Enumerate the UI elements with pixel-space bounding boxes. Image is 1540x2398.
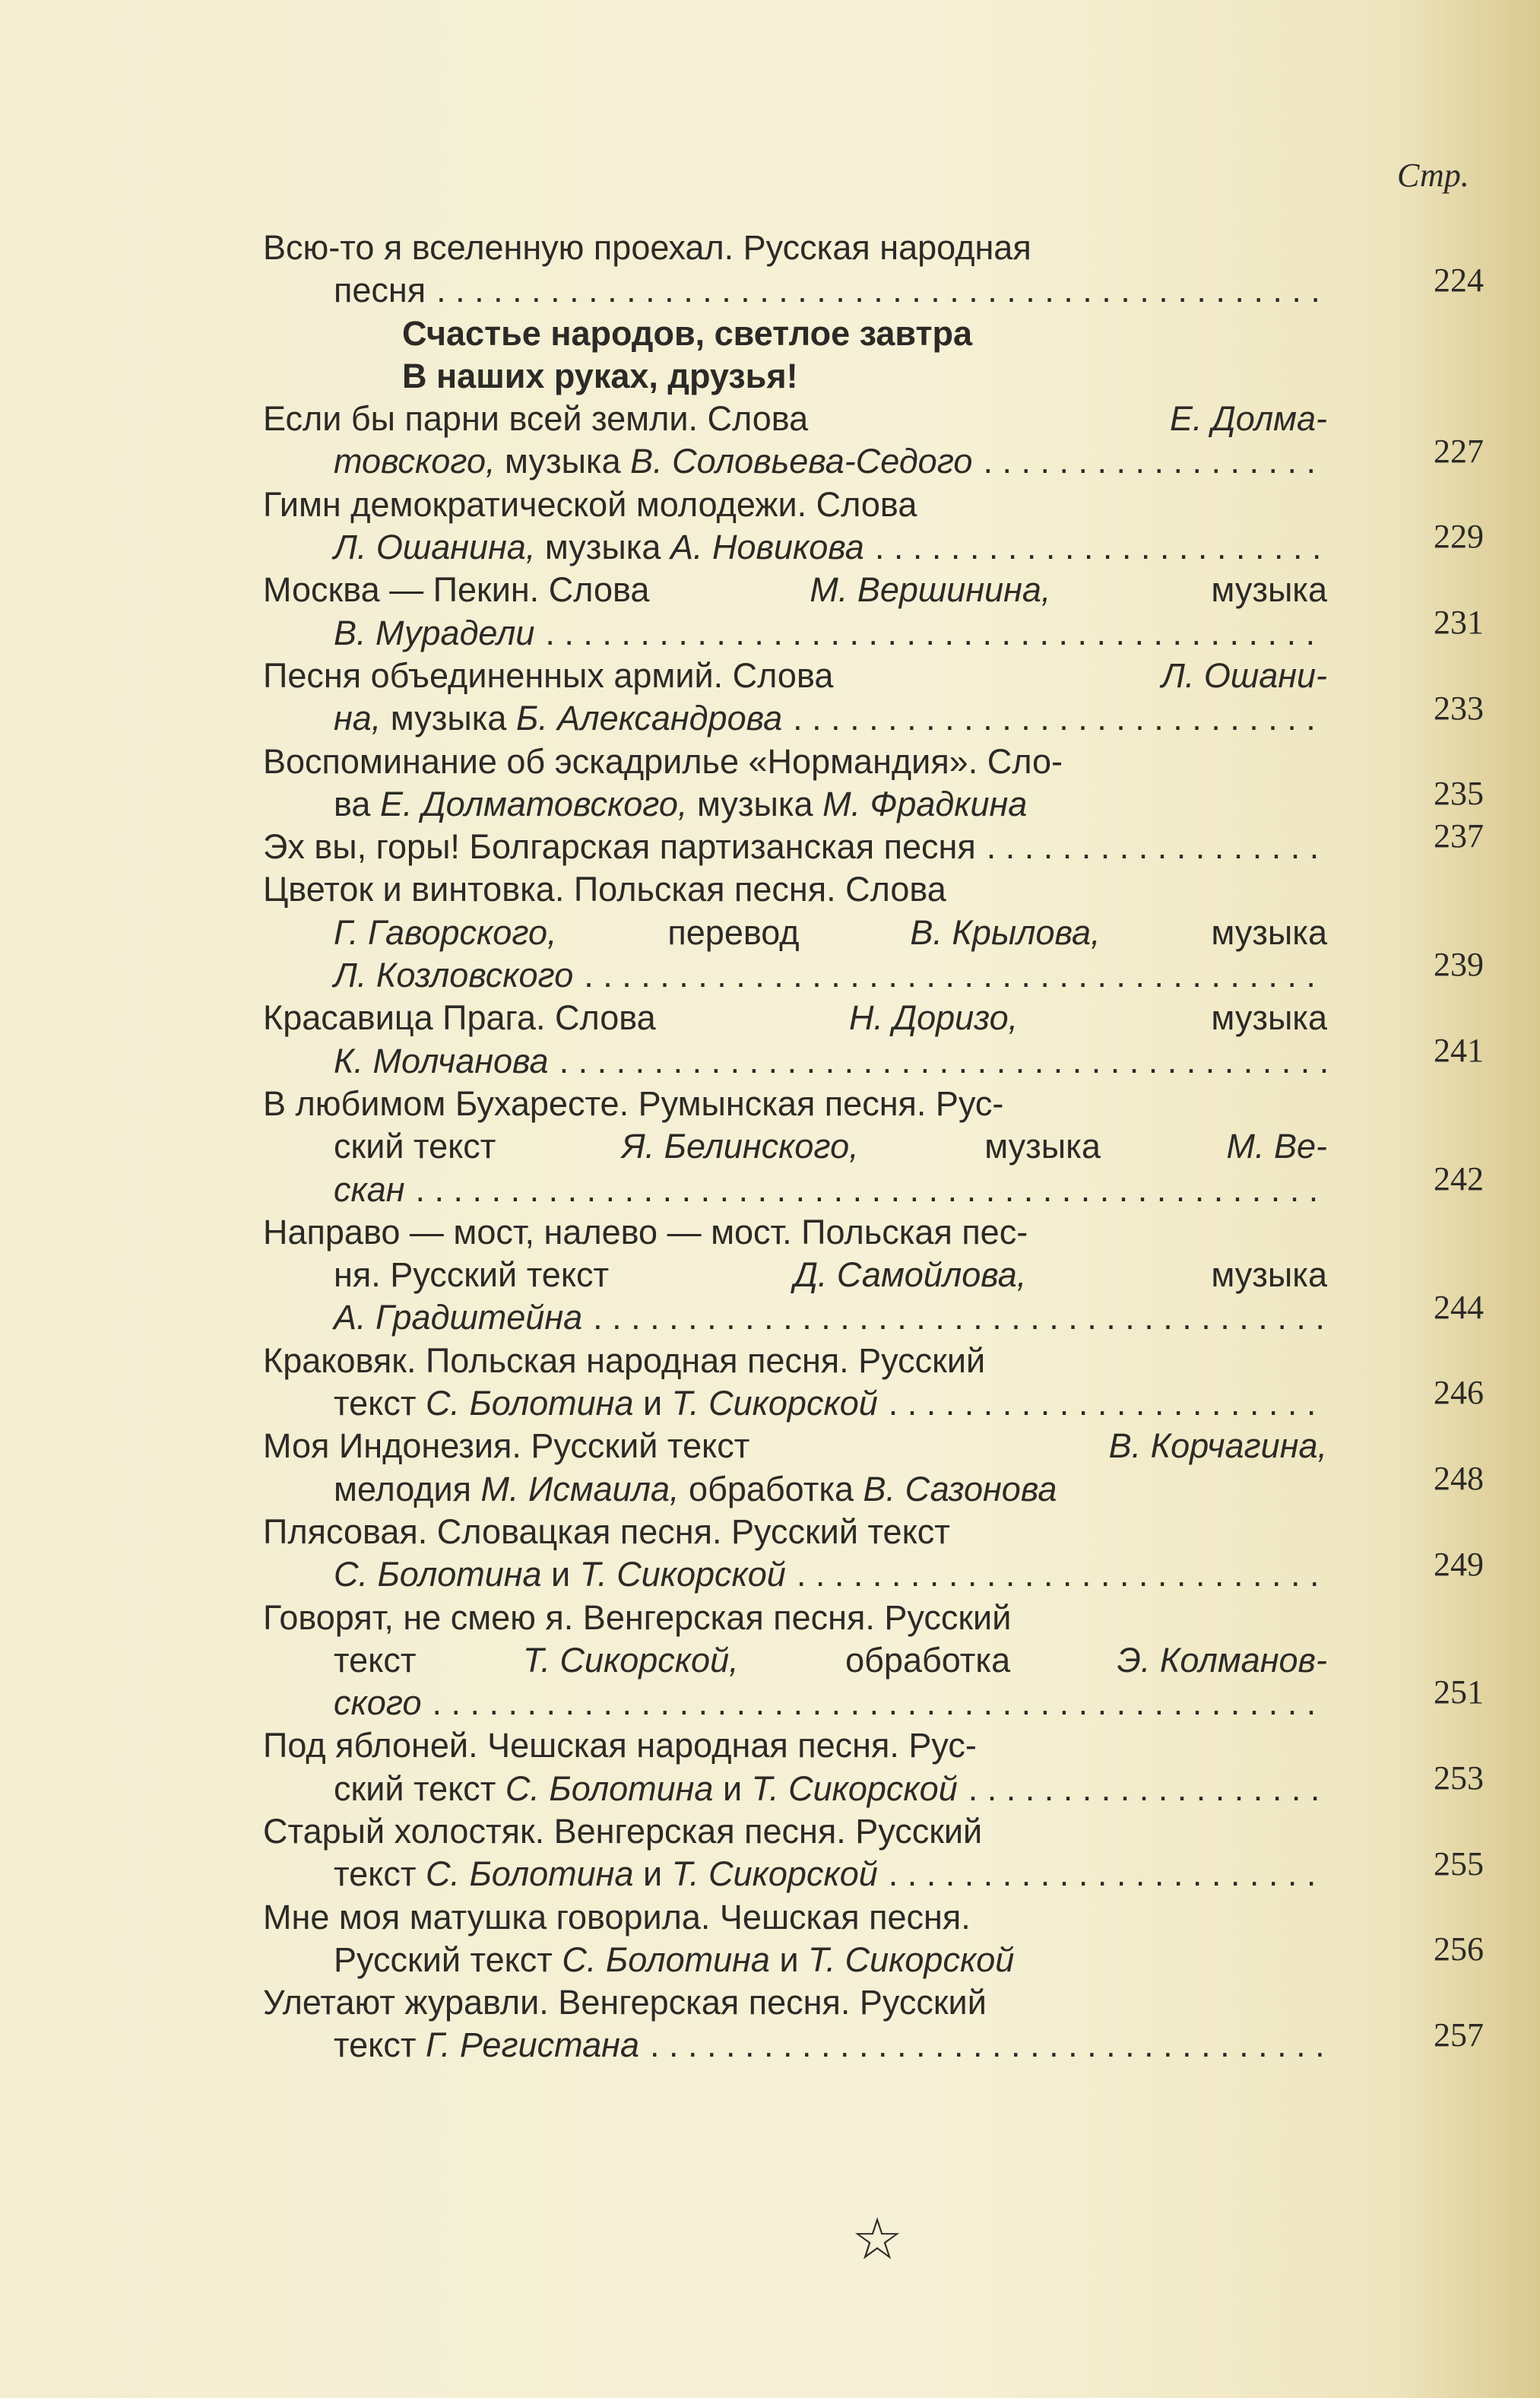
dot-leader [436, 269, 1327, 312]
author-name: ского [334, 1683, 422, 1723]
page-number: 253 [1434, 1759, 1484, 1797]
entry-line [263, 1682, 1327, 1724]
page-number: 233 [1434, 689, 1484, 727]
entry-line [263, 826, 1327, 868]
entry-text: Направо — мост, налево — мост. Польская пес- [263, 1212, 1028, 1251]
author-name: Т. Сикорской [579, 1555, 786, 1594]
entry-text: Моя Индонезия. Русский текст [263, 1426, 759, 1466]
author-name: Т. Сикорской [671, 1384, 878, 1423]
page-number: 242 [1434, 1159, 1484, 1197]
author-name: К. Молчанова [334, 1041, 549, 1080]
page-number: 246 [1434, 1374, 1484, 1412]
entry-text: и [633, 1854, 672, 1894]
entry-line [263, 997, 1327, 1039]
entry-text: песня [334, 271, 426, 310]
entry-text: обработка [835, 1640, 1020, 1680]
page-number: 256 [1434, 1930, 1484, 1968]
toc-entry [263, 817, 1484, 868]
entry-text: Под яблоней. Чешская народная песня. Рус- [263, 1726, 977, 1765]
entry-text: Если бы парни всей земли. Слова [263, 399, 818, 439]
page-number: 249 [1434, 1545, 1484, 1583]
entry-text: мелодия [334, 1469, 481, 1508]
entry-line [263, 269, 1327, 312]
author-name: Л. Ошанина, [334, 528, 536, 567]
author-name: М. Исмаила, [480, 1469, 680, 1508]
dot-leader [650, 2024, 1327, 2067]
entry-line [263, 1553, 1327, 1596]
author-name: Е. Долма- [1170, 399, 1327, 439]
entry-line [263, 440, 1327, 483]
entry-line [263, 1939, 1327, 1981]
entry-text: музыка [687, 784, 823, 823]
entry-line [263, 1340, 1327, 1382]
page-number: 237 [1434, 817, 1484, 855]
entry-line [263, 1254, 1327, 1296]
entry-line [263, 1211, 1327, 1254]
entry-text: текст [334, 1640, 426, 1680]
author-name: Я. Белинского, [621, 1127, 859, 1166]
author-name: Т. Сикорской [808, 1940, 1015, 1979]
author-name: В. Соловьева-Седого [630, 442, 973, 481]
entry-text: Москва — Пекин. Слова [263, 570, 659, 610]
entry-text: текст [334, 1854, 426, 1894]
dot-leader [559, 1040, 1327, 1083]
page-number: 241 [1434, 1031, 1484, 1069]
toc-entry [263, 1211, 1484, 1340]
entry-line [263, 612, 1327, 655]
page-number: 248 [1434, 1459, 1484, 1497]
toc-entry [263, 1981, 1484, 2067]
entry-line [263, 1083, 1327, 1125]
author-name: С. Болотина [562, 1940, 770, 1979]
dot-leader [793, 697, 1327, 740]
dot-leader [593, 1296, 1327, 1339]
page-number: 235 [1434, 775, 1484, 813]
dot-leader [983, 440, 1327, 483]
author-name: Т. Сикорской [751, 1768, 958, 1808]
entry-text: Гимн демократической молодежи. Слова [263, 484, 917, 524]
page-number: 257 [1434, 2016, 1484, 2054]
author-name: Г. Гаворского, [334, 912, 557, 952]
entry-line [263, 697, 1327, 740]
entry-line [263, 1169, 1327, 1211]
entry-text: Эх вы, горы! Болгарская партизанская песня [263, 827, 976, 867]
toc-entry [263, 398, 1484, 484]
entry-line [263, 655, 1327, 697]
entry-line [263, 1639, 1327, 1682]
toc-entry [263, 227, 1484, 312]
entry-text: ский текст [334, 1127, 505, 1166]
dot-leader [889, 1853, 1327, 1895]
entry-text: Красавица Прага. Слова [263, 998, 666, 1038]
entry-text: музыка [495, 442, 631, 481]
entry-text: ня. Русский текст [334, 1255, 619, 1295]
author-name: В. Корчагина, [1108, 1426, 1327, 1466]
page-number: 224 [1434, 261, 1484, 299]
star-outline-icon: ☆ [851, 2207, 904, 2272]
toc-entry [263, 997, 1484, 1083]
author-name: Э. Колманов- [1117, 1640, 1327, 1680]
toc-entry [263, 569, 1484, 655]
page-number: 227 [1434, 432, 1484, 470]
entry-text: Воспоминание об эскадрилье «Нормандия». Сло- [263, 741, 1063, 781]
page-number: 231 [1434, 603, 1484, 641]
entry-text: и [713, 1768, 752, 1808]
entry-text: музыка [381, 699, 516, 738]
dot-leader [584, 954, 1327, 997]
author-name: С. Болотина [505, 1768, 714, 1808]
entry-line [263, 912, 1327, 954]
author-name: А. Градштейна [334, 1298, 583, 1337]
toc-entry [263, 741, 1484, 826]
dot-leader [875, 526, 1327, 569]
entry-line [263, 1382, 1327, 1425]
entry-line [263, 484, 1327, 526]
author-name: С. Болотина [334, 1555, 542, 1594]
author-name: М. Вершинина, [810, 570, 1051, 610]
entry-text: музыка [1201, 998, 1327, 1038]
author-name: В. Сазонова [863, 1469, 1057, 1508]
entry-text: музыка [1201, 1255, 1327, 1295]
entry-line [263, 1981, 1327, 2024]
dot-leader [416, 1169, 1327, 1211]
entry-text: и [541, 1555, 580, 1594]
entry-line [263, 1425, 1327, 1467]
entry-line [263, 1511, 1327, 1553]
toc-entry [263, 655, 1484, 741]
page-number: 229 [1434, 518, 1484, 556]
page-column-label: Стр. [1397, 157, 1469, 194]
dot-leader [889, 1382, 1327, 1425]
toc-entry [263, 1724, 1484, 1810]
author-name: на, [334, 699, 382, 738]
entry-text: Краковяк. Польская народная песня. Русский [263, 1340, 986, 1380]
entry-line [263, 569, 1327, 611]
dot-leader [545, 612, 1327, 655]
toc-entry [263, 1597, 1484, 1725]
entry-line [263, 954, 1327, 997]
entry-text: Улетают журавли. Венгерская песня. Русский [263, 1983, 987, 2022]
entry-line [263, 868, 1327, 911]
toc-entry [263, 868, 1484, 997]
page-number: 239 [1434, 946, 1484, 984]
author-name: Е. Долматовского, [379, 784, 688, 823]
page-number: 255 [1434, 1844, 1484, 1883]
author-name: Т. Сикорской, [522, 1640, 739, 1680]
entry-text: обработка [679, 1469, 863, 1508]
entry-line [263, 1810, 1327, 1853]
page-number: 251 [1434, 1673, 1484, 1711]
entry-text: музыка [535, 528, 670, 567]
author-name: М. Фрадкина [822, 784, 1028, 823]
dot-leader [987, 826, 1327, 868]
entry-line [263, 1468, 1327, 1511]
entry-text: музыка [1201, 912, 1327, 952]
toc-entry [263, 1425, 1484, 1511]
entry-text: текст [334, 2025, 426, 2065]
author-name: Т. Сикорской [671, 1854, 878, 1894]
author-name: товского, [334, 442, 496, 481]
author-name: Л. Ошани- [1161, 655, 1327, 695]
entry-line [263, 1853, 1327, 1895]
toc-entry [263, 484, 1484, 569]
entry-text: Мне моя матушка говорила. Чешская песня. [263, 1897, 971, 1936]
author-name: Н. Доризо, [848, 998, 1019, 1038]
entry-text: и [633, 1384, 672, 1423]
heading-line: В наших руках, друзья! [402, 356, 798, 395]
entry-text: ва [334, 784, 380, 823]
section-heading [263, 312, 1484, 398]
toc-entry [263, 1083, 1484, 1211]
entry-line [263, 1896, 1327, 1939]
entry-text: В любимом Бухаресте. Румынская песня. Рус- [263, 1083, 1004, 1123]
toc-entry [263, 1896, 1484, 1982]
entry-line [263, 783, 1327, 826]
toc-entry [263, 1340, 1484, 1426]
entry-text: Всю-то я вселенную проехал. Русская народная [263, 228, 1031, 267]
dot-leader [797, 1553, 1327, 1596]
entry-text: Цветок и винтовка. Польская песня. Слова [263, 870, 946, 909]
entry-text: Песня объединенных армий. Слова [263, 655, 843, 695]
entry-line [263, 1296, 1327, 1339]
toc-entry [263, 1511, 1484, 1597]
toc-entry [263, 1810, 1484, 1896]
entry-line [263, 1724, 1327, 1767]
dot-leader [433, 1682, 1328, 1724]
page-number: 244 [1434, 1288, 1484, 1326]
entry-text: ский текст [334, 1768, 505, 1808]
entry-text: Старый холостяк. Венгерская песня. Русский [263, 1811, 983, 1851]
entry-text: Говорят, не смею я. Венгерская песня. Русский [263, 1597, 1012, 1637]
author-name: С. Болотина [425, 1384, 634, 1423]
entry-text: музыка [1201, 570, 1327, 610]
author-name: В. Мурадели [334, 613, 535, 652]
dot-leader [968, 1768, 1327, 1810]
entry-line [263, 741, 1327, 783]
author-name: В. Крылова, [910, 912, 1101, 952]
entry-text: Русский текст [334, 1940, 562, 1979]
entry-text: текст [334, 1384, 426, 1423]
entry-line [263, 1597, 1327, 1639]
author-name: скан [334, 1169, 405, 1209]
entry-text: и [769, 1940, 809, 1979]
author-name: Б. Александрова [515, 699, 783, 738]
author-name: Л. Козловского [334, 956, 574, 995]
entry-line [263, 1125, 1327, 1168]
entry-line [263, 526, 1327, 569]
entry-line [263, 2024, 1327, 2067]
author-name: М. Ве- [1226, 1127, 1327, 1166]
author-name: С. Болотина [425, 1854, 634, 1894]
entry-text: Плясовая. Словацкая песня. Русский текст [263, 1511, 950, 1551]
author-name: Г. Регистана [425, 2025, 639, 2065]
entry-text: перевод [658, 912, 810, 952]
entry-line [263, 1768, 1327, 1810]
entry-text: музыка [974, 1127, 1111, 1166]
table-of-contents [263, 227, 1484, 2067]
entry-line [263, 398, 1327, 440]
author-name: А. Новикова [670, 528, 864, 567]
entry-line [263, 227, 1327, 269]
heading-line: Счастье народов, светлое завтра [402, 313, 973, 353]
entry-line [263, 1040, 1327, 1083]
author-name: Д. Самойлова, [794, 1255, 1027, 1295]
